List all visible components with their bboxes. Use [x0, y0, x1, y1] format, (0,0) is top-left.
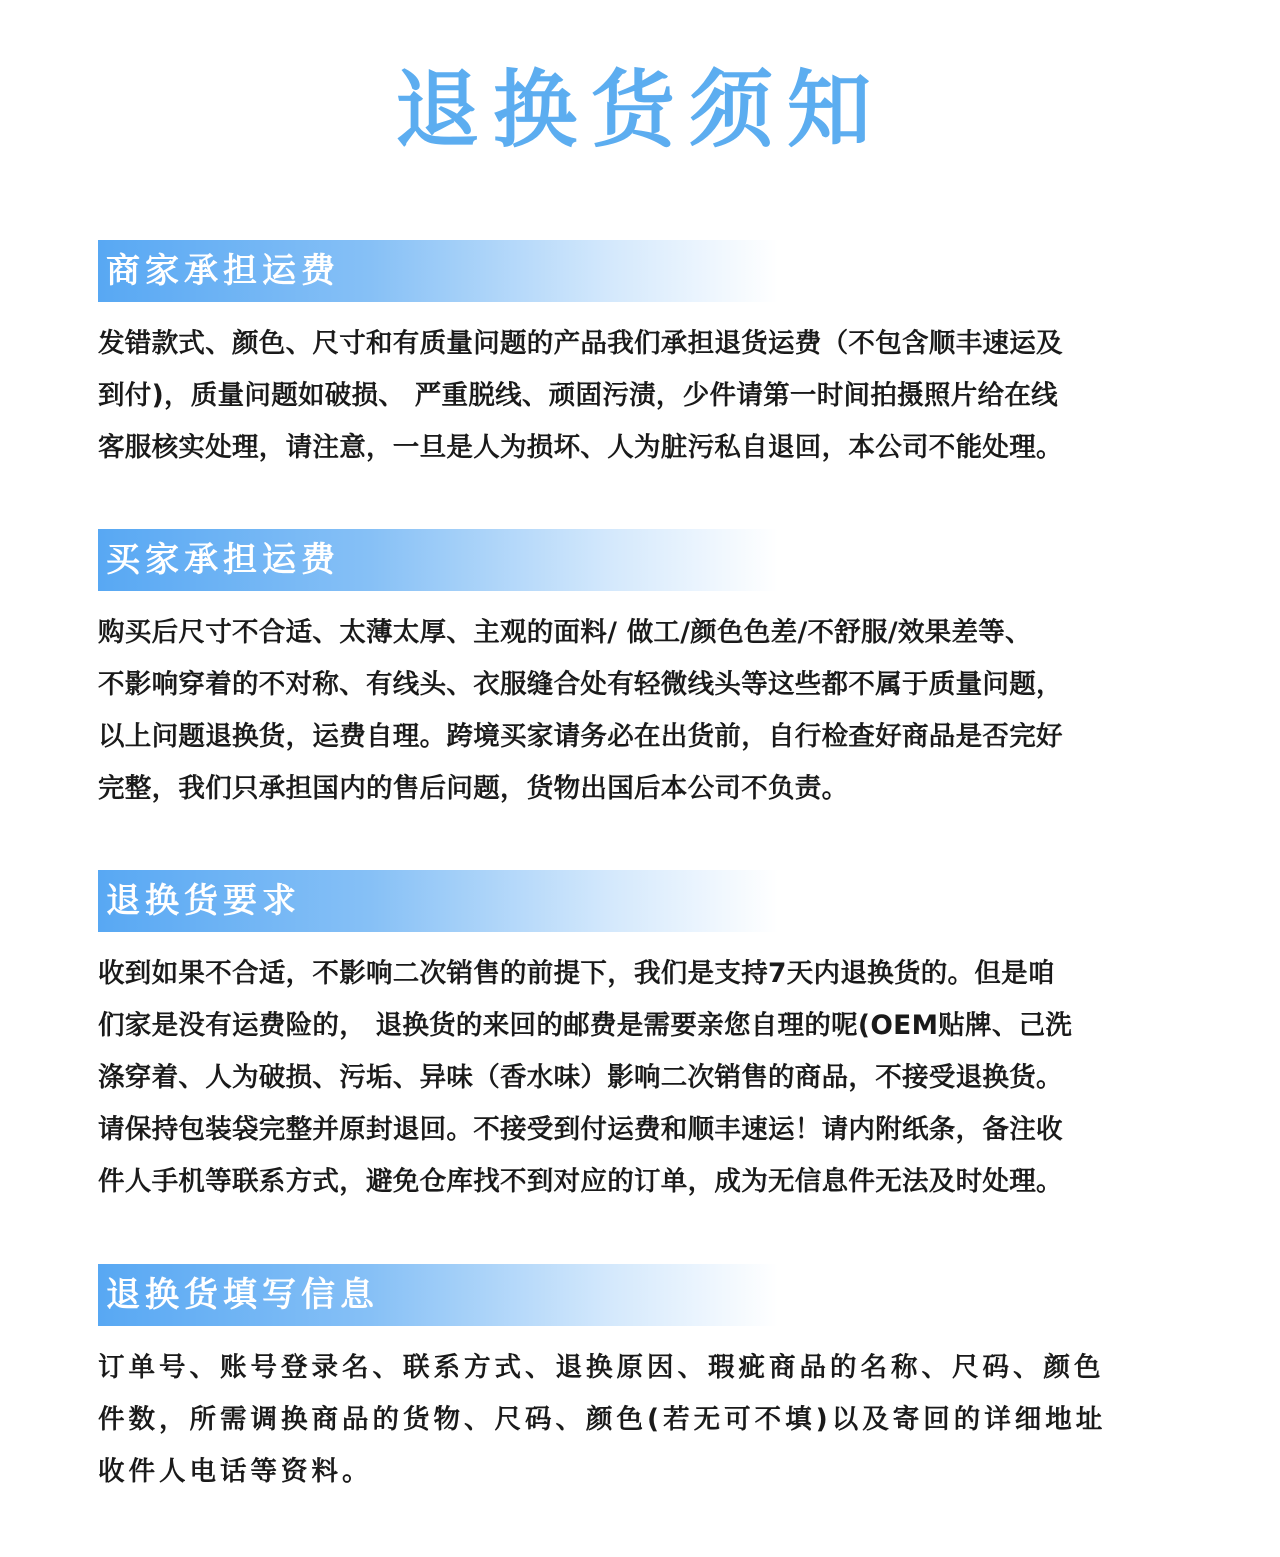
section-header: [98, 529, 778, 591]
body-line: 购买后尺寸不合适、太薄太厚、主观的面料/ 做工/颜色色差/不舒服/效果差等、: [98, 617, 1032, 648]
body-line: 到付)，质量问题如破损、 严重脱线、顽固污渍，少件请第一时间拍摄照片给在线: [98, 380, 1058, 411]
section-body: [98, 948, 1188, 1208]
section-body: [98, 318, 1188, 474]
section-seller-shipping: [98, 240, 1188, 474]
body-line: 件人手机等联系方式，避免仓库找不到对应的订单，成为无信息件无法及时处理。: [98, 1166, 1063, 1197]
body-line: 收到如果不合适，不影响二次销售的前提下，我们是支持7天内退换货的。但是咱: [98, 958, 1055, 989]
body-line: 以上问题退换货，运费自理。跨境买家请务必在出货前，自行检查好商品是否完好: [98, 721, 1063, 752]
section-body: [98, 607, 1188, 815]
body-line: 件数，所需调换商品的货物、尺码、颜色(若无可不填)以及寄回的详细地址: [98, 1404, 1107, 1435]
section-buyer-shipping: [98, 529, 1188, 815]
body-line: 完整，我们只承担国内的售后问题，货物出国后本公司不负责。: [98, 773, 849, 804]
body-line: 收件人电话等资料。: [98, 1456, 373, 1487]
body-line: 们家是没有运费险的， 退换货的来回的邮费是需要亲您自理的呢(OEM贴牌、己洗: [98, 1010, 1073, 1041]
section-header: [98, 240, 778, 302]
section-header: [98, 1264, 778, 1326]
section-return-requirements: [98, 870, 1188, 1208]
section-body: [98, 1342, 1188, 1498]
section-title: 退换货要求: [106, 881, 301, 921]
body-line: 请保持包装袋完整并原封退回。不接受到付运费和顺丰速运！请内附纸条，备注收: [98, 1114, 1063, 1145]
section-header: [98, 870, 778, 932]
section-title: 买家承担运费: [106, 540, 340, 580]
body-line: 发错款式、颜色、尺寸和有质量问题的产品我们承担退货运费（不包含顺丰速运及: [98, 328, 1063, 359]
section-title: 商家承担运费: [106, 251, 340, 291]
section-title: 退换货填写信息: [106, 1275, 379, 1315]
body-line: 客服核实处理，请注意，一旦是人为损坏、人为脏污私自退回，本公司不能处理。: [98, 432, 1063, 463]
body-line: 不影响穿着的不对称、有线头、衣服缝合处有轻微线头等这些都不属于质量问题，: [98, 669, 1063, 700]
section-return-info: [98, 1264, 1188, 1498]
page-title: 退换货须知: [394, 61, 885, 159]
body-line: 涤穿着、人为破损、污垢、异味（香水味）影响二次销售的商品，不接受退换货。: [98, 1062, 1063, 1093]
body-line: 订单号、账号登录名、联系方式、退换原因、瑕疵商品的名称、尺码、颜色: [98, 1352, 1105, 1383]
